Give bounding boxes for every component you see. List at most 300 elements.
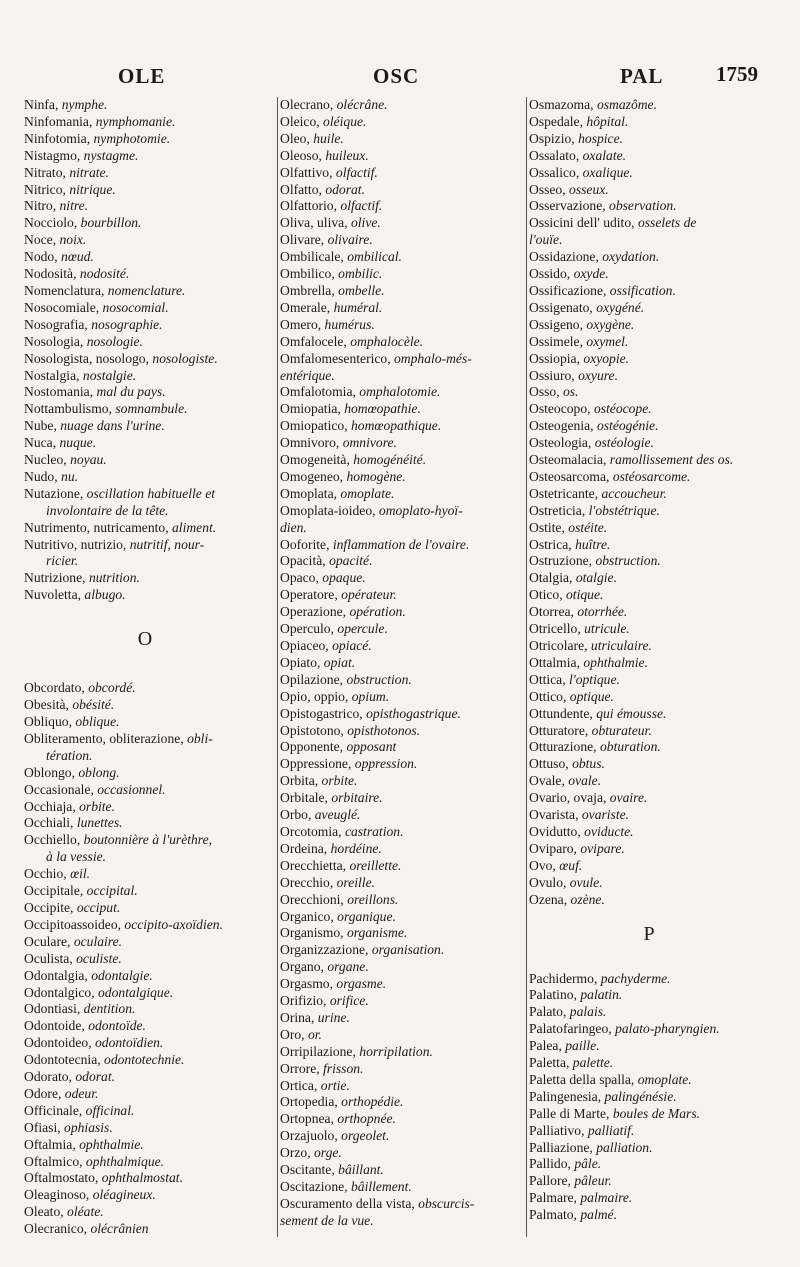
dictionary-entry: Osteosarcoma, ostéosarcome. — [529, 468, 691, 484]
entry-italian-term: Nitrato — [24, 164, 63, 180]
entry-french-translation: pâle. — [574, 1156, 602, 1172]
dictionary-entry: Oleato, oléate. — [24, 1204, 104, 1220]
dictionary-entry: Orecchietta, oreillette. — [280, 857, 402, 873]
entry-french-translation: organisme. — [346, 925, 408, 941]
entry-italian-term: Nomenclatura — [24, 282, 101, 298]
entry-french-translation: qui émousse. — [596, 705, 667, 721]
entry-french-translation: œil. — [70, 866, 91, 882]
entry-italian-term: Palato — [529, 1004, 563, 1020]
entry-french-translation: horripilation. — [359, 1043, 433, 1059]
dictionary-entry: Oscitante, bâillant. — [280, 1162, 384, 1178]
dictionary-entry: Orzo, orge. — [280, 1145, 342, 1161]
dictionary-entry: Pallido, pâle. — [529, 1156, 602, 1172]
entry-french-translation: palliation. — [596, 1139, 653, 1155]
section-letter-o: O — [137, 628, 153, 651]
entry-italian-term: Noce — [24, 232, 53, 248]
entry-french-translation: observation. — [609, 198, 677, 214]
entry-french-translation: obturation. — [599, 739, 661, 755]
dictionary-entry: Ovario, ovaja, ovaire. — [529, 790, 648, 806]
entry-french-translation: odorat. — [325, 181, 365, 197]
entry-french-translation: orgeolet. — [341, 1128, 390, 1144]
entry-italian-term: Nosologia — [24, 333, 80, 349]
dictionary-entry: Obesità, obésité. — [24, 697, 115, 713]
entry-italian-term: Nostalgia — [24, 367, 77, 383]
dictionary-entry: Nuca, nuque. — [24, 435, 97, 451]
entry-french-translation: oxymel. — [586, 333, 629, 349]
entry-french-translation: ostéogénie. — [596, 418, 659, 434]
entry-french-translation: nitrate. — [69, 164, 109, 180]
dictionary-entry: Ozena, ozène. — [529, 891, 605, 907]
entry-italian-term: Ostrica — [529, 536, 569, 552]
entry-italian-term: Nottambulismo — [24, 401, 109, 417]
dictionary-entry: Ossalico, oxalique. — [529, 164, 633, 180]
entry-italian-term: Occipitoassoideo — [24, 916, 118, 932]
dictionary-entry: Omogeneo, homogène. — [280, 468, 406, 484]
entry-italian-term: Oftalmia — [24, 1136, 73, 1152]
entry-french-translation: obscurcis- — [418, 1195, 475, 1211]
entry-italian-term: Osteocopo — [529, 401, 588, 417]
entry-french-translation: utricule. — [584, 621, 630, 637]
running-headers — [0, 64, 800, 94]
entry-continuation — [24, 553, 266, 570]
dictionary-entry: Ovulo, ovule. — [529, 874, 603, 890]
entry-french-translation-cont: tération. — [46, 747, 93, 763]
entry-italian-term: Ostetricante — [529, 485, 595, 501]
dictionary-entry: Oftalmico, ophthalmique. — [24, 1153, 165, 1169]
entry-french-translation: ovale. — [568, 773, 602, 789]
dictionary-entry: Ovo, œuf. — [529, 857, 583, 873]
entry-italian-term: Ortica — [280, 1077, 314, 1093]
dictionary-entry: Orzajuolo, orgeolet. — [280, 1128, 390, 1144]
entry-italian-term: Occhiaja — [24, 798, 73, 814]
entry-italian-term: Ozena — [529, 891, 564, 907]
entry-french-translation: odontalgie. — [91, 967, 153, 983]
entry-italian-term: Nitro — [24, 198, 53, 214]
dictionary-entry: Orifizio, orifice. — [280, 993, 369, 1009]
dictionary-entry: Pallore, pâleur. — [529, 1173, 612, 1189]
dictionary-entry: Omoplata-ioideo, omoplato-hyoï- — [280, 502, 463, 518]
dictionary-entry: Ombilicale, ombilical. — [280, 249, 402, 265]
dictionary-entry: Omiopatico, homœopathique. — [280, 418, 442, 434]
entry-french-translation: hôpital. — [586, 113, 629, 129]
dictionary-entry: Nube, nuage dans l'urine. — [24, 418, 165, 434]
entry-italian-term: Osteogenia — [529, 418, 591, 434]
dictionary-entry: Oviparo, ovipare. — [529, 840, 625, 856]
entry-italian-term: Ostite — [529, 519, 562, 535]
entry-french-translation: nitrique. — [69, 181, 116, 197]
entry-french-translation: odeur. — [64, 1085, 99, 1101]
entry-italian-term: Omfalotomia — [280, 384, 353, 400]
entry-italian-term: Ovidutto — [529, 823, 578, 839]
entry-italian-term: Otico — [529, 587, 560, 603]
entry-french-translation: castration. — [344, 823, 404, 839]
entry-italian-term: Osteologia — [529, 435, 588, 451]
dictionary-entry: Palingenesia, palingénésie. — [529, 1088, 677, 1104]
dictionary-entry: Osmazoma, osmazôme. — [529, 97, 657, 112]
dictionary-entry: Otalgia, otalgie. — [529, 570, 617, 586]
dictionary-entry: Ossalato, oxalate. — [529, 147, 627, 163]
entry-french-translation: odontotechnie. — [104, 1052, 185, 1068]
dictionary-entry: Odontotecnia, odontotechnie. — [24, 1052, 185, 1068]
entry-italian-term: Palatofaringeo — [529, 1021, 609, 1037]
dictionary-entry: Nosocomiale, nosocomial. — [24, 299, 169, 315]
entry-french-translation: ostéosarcome. — [612, 468, 691, 484]
entry-french-translation: ombilic. — [338, 266, 383, 282]
dictionary-entry: Orecchio, oreille. — [280, 874, 376, 890]
entry-french-translation: orbite. — [321, 773, 358, 789]
entry-french-translation: palato-pharyngien. — [615, 1021, 720, 1037]
dictionary-entry: Nosologia, nosologie. — [24, 333, 143, 349]
entry-french-translation: obturateur. — [591, 722, 652, 738]
entry-french-translation: orthopnée. — [337, 1111, 396, 1127]
entry-italian-term: Ossalato — [529, 147, 576, 163]
entry-italian-term: Palliativo — [529, 1122, 582, 1138]
entry-french-translation: os. — [563, 384, 579, 400]
entry-french-translation: oléique. — [323, 113, 367, 129]
column-middle-entries — [278, 97, 518, 1230]
dictionary-entry: Omfalocele, omphalocèle. — [280, 333, 424, 349]
entry-italian-term: Opistotono — [280, 722, 341, 738]
entry-italian-term: Palle di Marte — [529, 1105, 607, 1121]
dictionary-entry: Occhiali, lunettes. — [24, 815, 123, 831]
entry-italian-term: Omiopatia — [280, 401, 338, 417]
dictionary-entry: Oppressione, oppression. — [280, 756, 418, 772]
dictionary-entry: Operculo, opercule. — [280, 621, 388, 637]
dictionary-entry: Nostalgia, nostalgie. — [24, 367, 137, 383]
entry-italian-term: Nosocomiale — [24, 299, 96, 315]
entry-italian-term: Organizzazione — [280, 942, 366, 958]
entry-italian-term: Oculare — [24, 933, 68, 949]
dictionary-entry: Nutrimento, nutricamento, aliment. — [24, 519, 217, 535]
dictionary-entry: Obcordato, obcordé. — [24, 680, 136, 696]
dictionary-entry: Oblongo, oblong. — [24, 764, 120, 780]
dictionary-entry: Orecchioni, oreillons. — [280, 891, 399, 907]
entry-french-translation: huileux. — [325, 147, 369, 163]
entry-french-translation-cont: l'ouïe. — [529, 232, 563, 248]
entry-italian-term: Oviparo — [529, 840, 574, 856]
entry-french-translation: omoplate. — [637, 1071, 692, 1087]
dictionary-entry: Ossiuro, oxyure. — [529, 367, 618, 383]
dictionary-entry: Orbita, orbite. — [280, 773, 358, 789]
dictionary-entry: Ostetricante, accoucheur. — [529, 485, 667, 501]
entry-french-translation: ostéologie. — [594, 435, 654, 451]
dictionary-entry: Otorrea, otorrhée. — [529, 604, 628, 620]
dictionary-entry: Otturazione, obturation. — [529, 739, 661, 755]
entry-italian-term: Olecranico — [24, 1221, 84, 1237]
entry-french-translation: nosocomial. — [102, 299, 169, 315]
entry-french-translation: ombelle. — [338, 282, 385, 298]
entry-french-translation: palingénésie. — [604, 1088, 677, 1104]
entry-french-translation: ossification. — [609, 282, 676, 298]
dictionary-entry: Ostreticia, l'obstétrique. — [529, 502, 660, 518]
entry-italian-term: Odontoide — [24, 1018, 82, 1034]
entry-french-translation: orge. — [313, 1145, 342, 1161]
dictionary-entry: Nistagmo, nystagme. — [24, 147, 139, 163]
dictionary-entry: Odontalgia, odontalgie. — [24, 967, 153, 983]
dictionary-entry: Oftalmia, ophthalmie. — [24, 1136, 144, 1152]
entry-french-translation: obli- — [187, 730, 213, 746]
entry-italian-term: Ospizio — [529, 130, 572, 146]
entry-italian-term: Oleato — [24, 1204, 61, 1220]
entry-italian-term: Otturatore — [529, 722, 585, 738]
dictionary-entry: Orcotomia, castration. — [280, 823, 404, 839]
entry-french-translation: oxygéné. — [596, 299, 645, 315]
dictionary-entry: Ovidutto, oviducte. — [529, 823, 634, 839]
entry-french-translation: utriculaire. — [590, 638, 652, 653]
entry-italian-term: Osseo — [529, 181, 563, 197]
entry-french-translation: ovipare. — [580, 840, 625, 856]
entry-french-translation: olfactif. — [335, 164, 378, 180]
dictionary-entry: Oscitazione, bâillement. — [280, 1179, 412, 1194]
dictionary-entry: Palle di Marte, boules de Mars. — [529, 1105, 701, 1121]
dictionary-entry: Obliteramento, obliterazione, obli- — [24, 730, 213, 746]
entry-french-translation: organe. — [327, 959, 369, 975]
entry-italian-term: Opio, oppio — [280, 688, 345, 704]
entry-french-translation: somnambule. — [115, 401, 188, 417]
entry-french-translation: oxydation. — [602, 249, 660, 265]
entry-french-translation: ophthalmie. — [79, 1136, 144, 1152]
dictionary-entry: Officinale, officinal. — [24, 1102, 135, 1118]
entry-french-translation: opium. — [351, 688, 390, 704]
entry-french-translation: homœopathie. — [344, 401, 421, 417]
entry-french-translation: ophthalmostat. — [101, 1170, 183, 1186]
entry-french-translation: hordéine. — [330, 840, 382, 856]
entry-french-translation: oscillation habituelle et — [86, 485, 216, 501]
header-left: OLE — [118, 64, 166, 88]
entry-italian-term: Operculo — [280, 621, 331, 637]
dictionary-entry: Oleico, oléique. — [280, 113, 367, 129]
dictionary-entry: Omoplata, omoplate. — [280, 485, 395, 501]
entry-french-translation: palmé. — [580, 1207, 617, 1223]
entry-french-translation: dentition. — [83, 1001, 136, 1017]
dictionary-entry: Ossificazione, ossification. — [529, 282, 676, 298]
entry-french-translation: nutritif, nour- — [129, 536, 205, 552]
entry-italian-term: Ossido — [529, 266, 567, 282]
dictionary-entry: Osservazione, observation. — [529, 198, 677, 214]
entry-french-translation: olivaire. — [327, 232, 373, 248]
entry-italian-term: Otalgia — [529, 570, 570, 586]
entry-italian-term: Nocciolo — [24, 215, 74, 231]
entry-french-translation: bâillant. — [338, 1162, 384, 1178]
dictionary-entry: Omfalomesenterico, omphalo-més- — [280, 350, 472, 366]
entry-french-translation: opacité. — [329, 553, 373, 569]
entry-italian-term: Pallore — [529, 1173, 568, 1189]
entry-french-translation: ostéocope. — [593, 401, 652, 417]
dictionary-entry: Opistogastrico, opisthogastrique. — [280, 705, 461, 721]
dictionary-entry: Olfatto, odorat. — [280, 181, 365, 197]
section-letter-p: P — [643, 922, 655, 945]
entry-italian-term: Nutrimento, nutricamento — [24, 519, 166, 535]
entry-french-translation: obstruction. — [346, 671, 412, 687]
entry-french-translation: oléate. — [67, 1204, 104, 1220]
entry-continuation — [278, 520, 518, 537]
entry-italian-term: Ovario, ovaja — [529, 790, 603, 806]
entry-french-translation: nu. — [61, 468, 79, 484]
entry-italian-term: Omogeneo — [280, 468, 340, 484]
entry-french-translation: oblong. — [78, 764, 120, 780]
dictionary-entry: Organizzazione, organisation. — [280, 942, 445, 958]
column-left-entries-o — [24, 680, 266, 1238]
entry-french-translation: oblique. — [75, 714, 120, 729]
entry-french-translation: l'optique. — [569, 671, 620, 687]
dictionary-entry: Oftalmostato, ophthalmostat. — [24, 1170, 183, 1186]
entry-french-translation: accoucheur. — [601, 485, 667, 501]
entry-french-translation: humérus. — [324, 316, 375, 332]
dictionary-entry: Orina, urine. — [280, 1009, 350, 1025]
dictionary-entry: Ninfomania, nymphomanie. — [24, 113, 176, 129]
entry-french-translation-cont: dien. — [280, 519, 307, 535]
entry-french-translation: nuage dans l'urine. — [60, 418, 165, 434]
entry-french-translation: homogène. — [346, 468, 406, 484]
entry-italian-term: Nodo — [24, 249, 55, 265]
dictionary-entry: Osseo, osseux. — [529, 181, 609, 197]
dictionary-entry: Nitro, nitre. — [24, 198, 89, 214]
dictionary-entry: Occhiello, boutonnière à l'urèthre, — [24, 832, 213, 848]
entry-french-translation: omoplate. — [340, 485, 395, 501]
entry-french-translation: noyau. — [70, 452, 107, 468]
entry-french-translation: organique. — [337, 908, 396, 924]
entry-italian-term: Ostruzione — [529, 553, 589, 569]
entry-french-translation: nutrition. — [88, 570, 140, 586]
dictionary-entry: Palmare, palmaire. — [529, 1190, 633, 1206]
entry-french-translation: otique. — [566, 587, 604, 603]
dictionary-entry: Ottundente, qui émousse. — [529, 705, 667, 721]
entry-italian-term: Palmato — [529, 1207, 574, 1223]
entry-french-translation: palliatif. — [587, 1122, 635, 1138]
dictionary-entry: Opistotono, opisthotonos. — [280, 722, 421, 738]
entry-french-translation: inflammation de l'ovaire. — [332, 536, 470, 552]
entry-french-translation: organisation. — [371, 942, 445, 958]
dictionary-entry: Nodosità, nodosité. — [24, 266, 130, 282]
entry-french-translation: nœud. — [61, 249, 94, 265]
entry-italian-term: Ombilicale — [280, 249, 341, 265]
entry-french-translation: opisthotonos. — [347, 722, 421, 738]
entry-italian-term: Occipitale — [24, 883, 80, 899]
entry-italian-term: Obliteramento, obliterazione — [24, 730, 181, 746]
entry-italian-term: Orbo — [280, 807, 308, 823]
entry-italian-term: Orcotomia — [280, 823, 339, 839]
dictionary-entry: Ossiopia, oxyopie. — [529, 350, 630, 366]
entry-italian-term: Omfalocele — [280, 333, 344, 349]
entry-italian-term: Orifizio — [280, 993, 324, 1009]
entry-italian-term: Palea — [529, 1038, 559, 1054]
entry-french-translation: palmaire. — [580, 1190, 633, 1206]
entry-italian-term: Omoplata — [280, 485, 334, 501]
dictionary-entry: Ovale, ovale. — [529, 773, 602, 789]
dictionary-entry: Orbitale, orbitaire. — [280, 790, 383, 806]
dictionary-entry: Noce, noix. — [24, 232, 87, 248]
entry-french-translation: olive. — [350, 215, 381, 231]
dictionary-entry: Ordeina, hordéine. — [280, 840, 382, 856]
entry-italian-term: Ombrella — [280, 282, 332, 298]
entry-continuation — [278, 1213, 518, 1230]
dictionary-entry: Ostite, ostéite. — [529, 519, 608, 535]
entry-italian-term: Ottundente — [529, 705, 590, 721]
dictionary-entry: Occipitale, occipital. — [24, 883, 138, 899]
entry-italian-term: Oftalmostato — [24, 1170, 95, 1186]
column-left — [24, 97, 266, 1238]
entry-french-translation: œuf. — [559, 857, 583, 873]
entry-continuation — [24, 849, 266, 866]
entry-french-translation: ozène. — [570, 891, 605, 907]
entry-italian-term: Nutritivo, nutrizio — [24, 536, 123, 552]
entry-french-translation: opérateur. — [341, 587, 397, 603]
entry-french-translation: oxygène. — [586, 316, 635, 332]
entry-french-translation: opaque. — [322, 570, 366, 586]
dictionary-entry: Oleo, huile. — [280, 130, 344, 146]
entry-french-translation-cont: involontaire de la tête. — [46, 502, 169, 518]
entry-french-translation: boules de Mars. — [612, 1105, 701, 1121]
entry-french-translation: osmazôme. — [596, 97, 657, 112]
entry-italian-term: Oro — [280, 1026, 302, 1042]
dictionary-entry: Ortica, ortie. — [280, 1077, 350, 1093]
dictionary-entry: Nuvoletta, albugo. — [24, 587, 126, 603]
entry-french-translation: ophthalmie. — [583, 654, 648, 670]
dictionary-entry: Olecranico, olécrânien — [24, 1221, 149, 1237]
dictionary-entry: Ottuso, obtus. — [529, 756, 605, 772]
dictionary-entry: Organico, organique. — [280, 908, 396, 924]
entry-italian-term: Ottica — [529, 671, 563, 687]
entry-italian-term: Osmazoma — [529, 97, 591, 112]
entry-italian-term: Ossigeno — [529, 316, 580, 332]
entry-italian-term: Palatino — [529, 987, 574, 1003]
entry-italian-term: Oleaginoso — [24, 1187, 86, 1203]
column-left-entries-n — [24, 97, 266, 604]
dictionary-entry: Ossigenato, oxygéné. — [529, 299, 645, 315]
page-number: 1759 — [716, 62, 758, 86]
entry-italian-term: Pachidermo — [529, 970, 594, 986]
entry-italian-term: Orripilazione — [280, 1043, 353, 1059]
entry-italian-term: Ovo — [529, 857, 553, 873]
entry-italian-term: Oleoso — [280, 147, 319, 163]
entry-italian-term: Organismo — [280, 925, 341, 941]
entry-french-translation: occasionnel. — [97, 781, 166, 797]
column-right-entries-o — [527, 97, 771, 909]
entry-french-translation: opisthogastrique. — [366, 705, 461, 721]
dictionary-entry: Oliva, uliva, olive. — [280, 215, 381, 231]
entry-italian-term: Opiato — [280, 654, 317, 670]
entry-french-translation: ortie. — [320, 1077, 350, 1093]
entry-french-translation: otalgie. — [575, 570, 617, 586]
entry-italian-term: Oftalmico — [24, 1153, 80, 1169]
dictionary-entry: Otturatore, obturateur. — [529, 722, 652, 738]
entry-italian-term: Olivare — [280, 232, 321, 248]
entry-italian-term: Ortopedia — [280, 1094, 335, 1110]
dictionary-entry: Opiaceo, opiacé. — [280, 638, 372, 653]
entry-italian-term: Odontalgico — [24, 984, 92, 1000]
entry-french-translation: nosologiste. — [152, 350, 218, 366]
entry-italian-term: Ombilico — [280, 266, 332, 282]
dictionary-entry: Olfattivo, olfactif. — [280, 164, 378, 180]
dictionary-entry: Odorato, odorat. — [24, 1069, 115, 1085]
entry-italian-term: Otricolare — [529, 638, 585, 653]
entry-french-translation: occiput. — [76, 899, 121, 915]
dictionary-entry: Olfattorio, olfactif. — [280, 198, 383, 214]
entry-italian-term: Obliquo — [24, 714, 69, 729]
entry-italian-term: Nosologista, nosologo — [24, 350, 146, 366]
entry-french-translation-cont: entérique. — [280, 367, 335, 383]
dictionary-entry: Nosologista, nosologo, nosologiste. — [24, 350, 218, 366]
dictionary-entry: Odontoideo, odontoïdien. — [24, 1035, 164, 1051]
dictionary-entry: Ottalmia, ophthalmie. — [529, 654, 648, 670]
entry-french-translation: oléagineux. — [92, 1187, 156, 1203]
dictionary-entry: Pachidermo, pachyderme. — [529, 970, 671, 986]
dictionary-entry: Nocciolo, bourbillon. — [24, 215, 142, 231]
dictionary-entry: Ossigeno, oxygène. — [529, 316, 635, 332]
entry-french-translation: nomenclature. — [107, 282, 186, 298]
entry-italian-term: Oppressione — [280, 756, 348, 772]
entry-french-translation: opposant — [346, 739, 397, 755]
